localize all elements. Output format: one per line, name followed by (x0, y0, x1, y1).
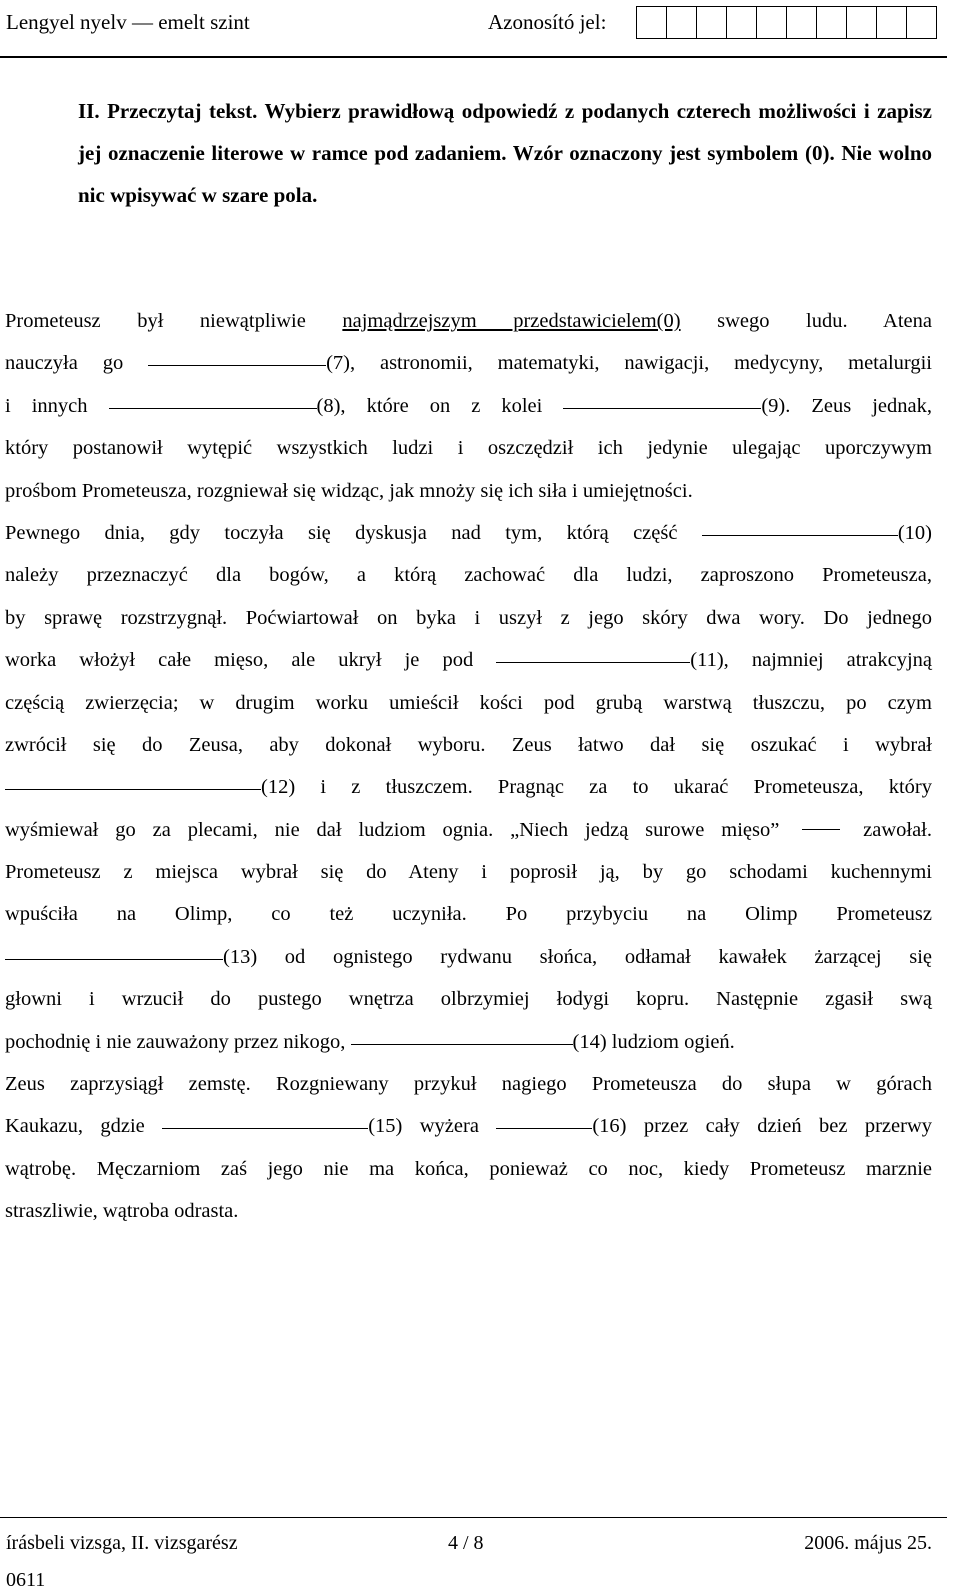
passage-line: głowni i wrzucił do pustego wnętrza olbrzymiej łodygi kopru. Następnie zgasił swą (5, 988, 932, 1011)
passage-line: częścią zwierzęcia; w drugim worku umieścił kości pod grubą warstwą tłuszczu, po czym (5, 691, 932, 714)
id-box[interactable] (666, 6, 697, 39)
passage-line: wątrobę. Męczarniom zaś jego nie ma końca, ponieważ co noc, kiedy Prometeusz marznie (5, 1157, 932, 1180)
passage-line: który postanowił wytępić wszystkich ludzi i oszczędził ich jedynie ulegając uporczywym (5, 437, 932, 460)
passage-line: Zeus zaprzysiągł zemstę. Rozgniewany przykuł nagiego Prometeusza do słupa w górach (5, 1073, 932, 1096)
passage-line: Prometeusz z miejsca wybrał się do Ateny i poprosił ją, by go schodami kuchennymi (5, 861, 932, 884)
passage-line: i innych (8), które on z kolei (9). Zeus jednak, (5, 394, 932, 417)
id-boxes (636, 6, 937, 39)
id-box[interactable] (846, 6, 877, 39)
id-box[interactable] (816, 6, 847, 39)
id-box[interactable] (876, 6, 907, 39)
id-box[interactable] (726, 6, 757, 39)
gap-12 (5, 788, 261, 790)
gap-8 (109, 407, 317, 409)
em-dash (802, 829, 840, 830)
gap-7 (148, 364, 326, 366)
passage-line: Kaukazu, gdzie (15) wyżera (16) przez cały dzień bez przerwy (5, 1115, 932, 1138)
id-box[interactable] (906, 6, 937, 39)
id-box[interactable] (786, 6, 817, 39)
passage-line: (12) i z tłuszczem. Pragnąc za to ukarać Prometeusza, który (5, 766, 932, 808)
passage-line: Prometeusz był niewątpliwie najmądrzejszym przedstawicielem(0) swego ludu. Atena (5, 310, 932, 332)
id-box[interactable] (756, 6, 787, 39)
gap-10 (702, 534, 898, 536)
passage-line: wpuściła na Olimp, co też uczyniła. Po przybyciu na Olimp Prometeusz (5, 903, 932, 926)
exam-title: Lengyel nyelv — emelt szint (6, 10, 250, 34)
passage-line: pochodnię i nie zauważony przez nikogo, (14) ludziom ogień. (5, 1030, 735, 1053)
gap-13 (5, 958, 223, 960)
gap-9 (563, 407, 761, 409)
passage-line: worka włożył całe mięso, ale ukrył je pod (11), najmniej atrakcyjną (5, 649, 932, 672)
passage-line: by sprawę rozstrzygnął. Poćwiartował on byka i uszył z jego skóry dwa wory. Do jednego (5, 606, 932, 629)
example-answer: najmądrzejszym przedstawicielem(0) (342, 310, 681, 332)
passage-line: (13) od ognistego rydwanu słońca, odłamał kawałek żarzącej się (5, 936, 932, 978)
footer-divider (0, 1517, 947, 1518)
passage-line: zwrócił się do Zeusa, aby dokonał wyboru. Zeus łatwo dał się oszukać i wybrał (5, 733, 932, 756)
id-label: Azonosító jel: (488, 10, 607, 34)
id-box[interactable] (636, 6, 667, 39)
reading-passage (5, 300, 932, 1233)
passage-line: Pewnego dnia, gdy toczyła się dyskusja nad tym, którą część (10) (5, 521, 932, 544)
passage-line: nauczyła go (7), astronomii, matematyki, nawigacji, medycyny, metalurgii (5, 352, 933, 375)
passage-line: wyśmiewał go za plecami, nie dał ludziom ognia. „Niech jedzą surowe mięso” zawołał. (5, 818, 932, 841)
exam-code: 0611 (6, 1569, 46, 1591)
exam-part: írásbeli vizsga, II. vizsgarész (6, 1532, 238, 1554)
id-box[interactable] (696, 6, 727, 39)
passage-line: należy przeznaczyć dla bogów, a którą zachować dla ludzi, zaproszono Prometeusza, (5, 564, 932, 587)
task-instruction: II. Przeczytaj tekst. Wybierz prawidłową odpowiedź z podanych czterech możliwości i zapisz jej oznaczenie literowe w ramce pod zadaniem. Wzór oznaczony jest symbolem (0). Nie wolno nic wpisywać w szare pola. (78, 99, 932, 207)
page-header (0, 0, 960, 62)
gap-11 (496, 661, 690, 663)
header-divider (0, 56, 947, 58)
page-footer (0, 1510, 960, 1596)
page-number: 4 / 8 (448, 1532, 484, 1554)
gap-15 (162, 1127, 368, 1129)
gap-16 (496, 1127, 592, 1129)
exam-date: 2006. május 25. (804, 1532, 932, 1554)
gap-14 (351, 1043, 573, 1045)
passage-line: prośbom Prometeusza, rozgniewał się widząc, jak mnoży się ich siła i umiejętności. (5, 479, 693, 502)
passage-line: straszliwie, wątroba odrasta. (5, 1200, 239, 1223)
